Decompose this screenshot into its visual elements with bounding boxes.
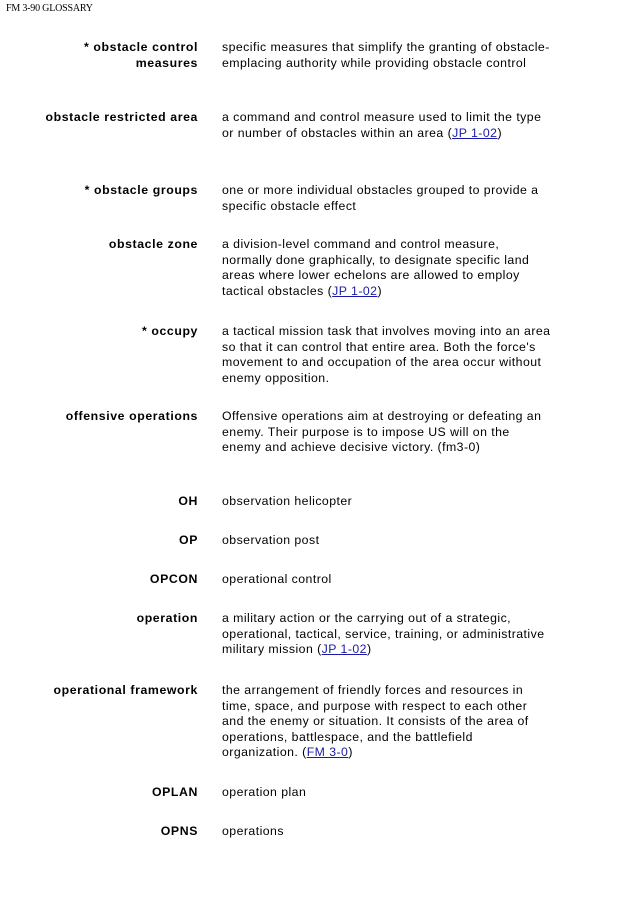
glossary-definition: operations [222,824,284,838]
glossary-term: OPNS [160,824,198,838]
definition-text-end: ) [366,642,372,656]
glossary-definition: observation post [222,533,320,547]
jp-1-02-link[interactable]: JP 1-02 [452,125,498,140]
glossary-term: obstacle restricted area [45,110,198,124]
glossary-definition: specific measures that simplify the granting of obstacle-emplacing authority while providing obstacle control [222,40,550,70]
glossary-term: OH [178,494,198,508]
glossary-term: * obstacle groups [84,183,198,197]
glossary-definition: operation plan [222,785,307,799]
glossary-definition: operational control [222,572,332,586]
glossary-term: operation [136,611,198,625]
glossary-term: obstacle zone [108,237,198,251]
glossary-definition [222,110,552,141]
definition-text-end: ) [348,745,353,759]
definition-text: the arrangement of friendly forces and resources in time, space, and purpose with respect to each other and the enemy or situation. It consists of the area of operations, battlespace, and the battlefield organization. ( [222,683,529,759]
term-line: * obstacle control [84,40,198,54]
glossary-definition: observation helicopter [222,494,353,508]
glossary-definition: Offensive operations aim at destroying or defeating an enemy. Their purpose is to impose US will on the enemy and achieve decisive victory. (fm3-0) [222,409,542,454]
glossary-definition: a tactical mission task that involves moving into an area so that it can control that entire area. Both the force's movement to and occupation of the area occur without enemy opposition. [222,324,551,385]
glossary-term: offensive operations [65,409,198,423]
glossary-term: * occupy [141,324,198,338]
jp-1-02-link[interactable]: JP 1-02 [321,642,367,656]
fm-3-0-link[interactable]: FM 3-0 [306,745,349,759]
definition-text-end: ) [377,283,383,298]
term-line: measures [135,55,198,70]
glossary-term: operational framework [53,683,198,697]
definition-text: a command and control measure used to limit the type or number of obstacles within an area ( [222,110,542,140]
page-header: FM 3-90 GLOSSARY [6,3,93,14]
glossary-term: OPCON [149,572,198,586]
glossary-definition: one or more individual obstacles grouped to provide a specific obstacle effect [222,183,539,213]
glossary-term: OPLAN [151,785,198,799]
glossary-definition [222,237,552,299]
glossary-term: OP [179,533,198,547]
jp-1-02-link[interactable]: JP 1-02 [332,283,378,298]
glossary-definition [222,683,552,761]
definition-text: a division-level command and control measure, normally done graphically, to designate specific land areas where lower echelons are allowed to employ tactical obstacles ( [222,237,530,298]
definition-text-end: ) [497,125,502,140]
definition-text: a military action or the carrying out of a strategic, operational, tactical, service, training, or administrative military mission ( [222,611,545,656]
glossary-term [8,40,198,71]
glossary-definition [222,611,552,658]
